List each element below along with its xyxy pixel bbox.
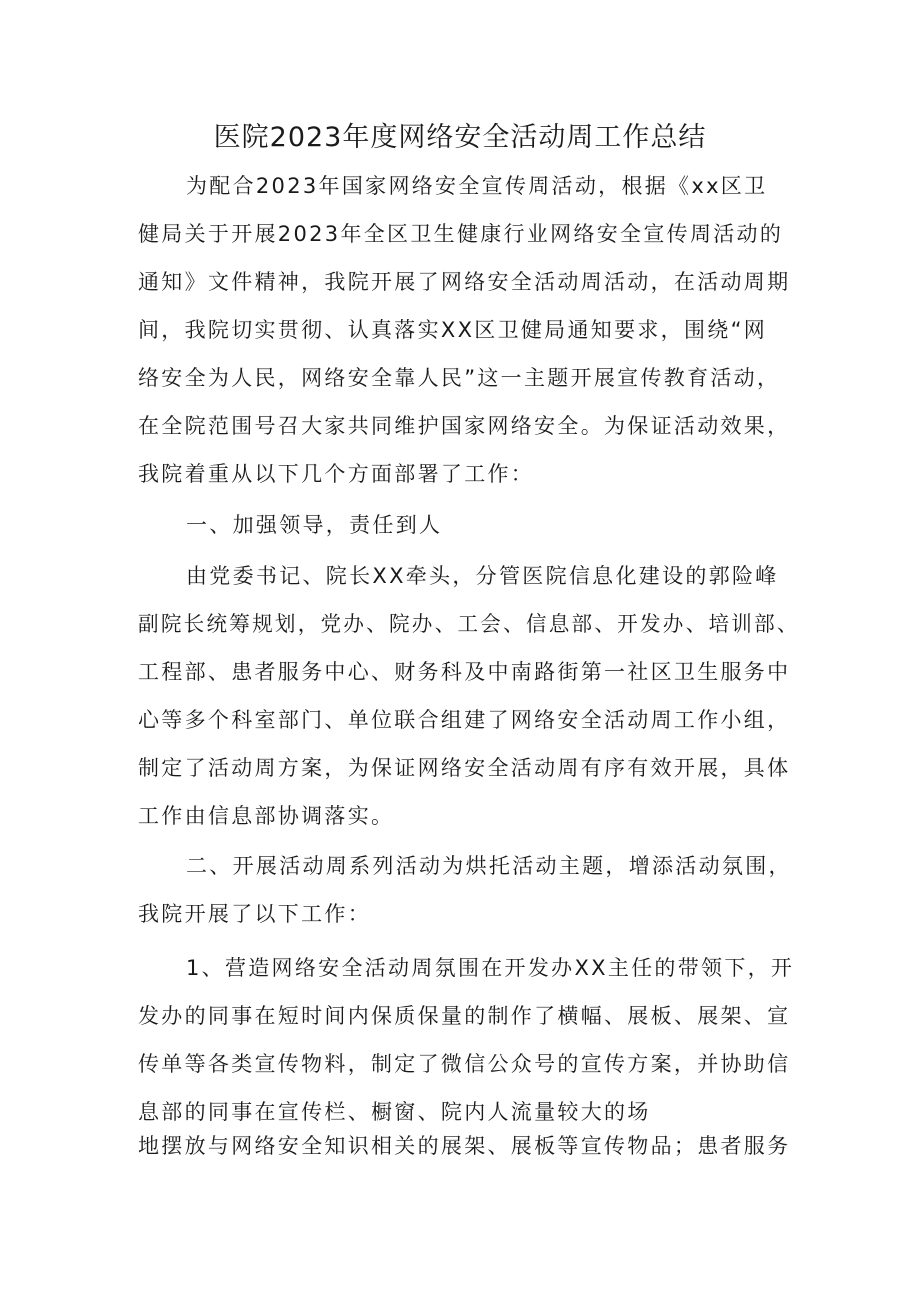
text-line: 我院着重从以下几个方面部署了工作： bbox=[138, 462, 535, 486]
document-title: 医院2023年度网络安全活动周工作总结 bbox=[213, 122, 707, 153]
text-line: 工程部、患者服务中心、财务科及中南路街第一社区卫生服务中 bbox=[138, 660, 791, 684]
text-line: 由党委书记、院长XX牵头，分管医院信息化建设的郭险峰 bbox=[186, 564, 779, 588]
text-line: 传单等各类宣传物料，制定了微信公众号的宣传方案，并协助信 bbox=[138, 1052, 791, 1076]
text-line: 制定了活动周方案，为保证网络安全活动周有序有效开展，具体 bbox=[138, 756, 791, 780]
text-line: 息部的同事在宣传栏、橱窗、院内人流量较大的场 bbox=[138, 1100, 651, 1124]
text-line: 副院长统筹规划，党办、院办、工会、信息部、开发办、培训部、 bbox=[138, 612, 800, 636]
text-line: 工作由信息部协调落实。 bbox=[138, 804, 395, 828]
text-line: 为配合2023年国家网络安全宣传周活动，根据《xx区卫 bbox=[186, 174, 768, 198]
text-line: 健局关于开展2023年全区卫生健康行业网络安全宣传周活动的 bbox=[138, 222, 784, 246]
text-line: 我院开展了以下工作： bbox=[138, 902, 371, 926]
text-line: 发办的同事在短时间内保质保量的制作了横幅、展板、展架、宣 bbox=[138, 1004, 791, 1028]
text-line: 1、营造网络安全活动周氛围在开发办XX主任的带领下，开 bbox=[186, 956, 795, 980]
section-heading: 二、开展活动周系列活动为烘托活动主题，增添活动氛围， bbox=[186, 854, 792, 878]
text-line: 络安全为人民，网络安全靠人民”这一主题开展宣传教育活动， bbox=[138, 366, 781, 390]
text-line: 在全院范围号召大家共同维护国家网络安全。为保证活动效果， bbox=[138, 414, 791, 438]
text-line: 地摆放与网络安全知识相关的展架、展板等宣传物品；患者服务 bbox=[138, 1134, 791, 1158]
text-line: 心等多个科室部门、单位联合组建了网络安全活动周工作小组， bbox=[138, 708, 791, 732]
text-line: 通知》文件精神，我院开展了网络安全活动周活动，在活动周期 bbox=[138, 270, 791, 294]
text-line: 间，我院切实贯彻、认真落实XX区卫健局通知要求，围绕“网 bbox=[138, 318, 768, 342]
section-heading: 一、加强领导，责任到人 bbox=[186, 513, 443, 537]
